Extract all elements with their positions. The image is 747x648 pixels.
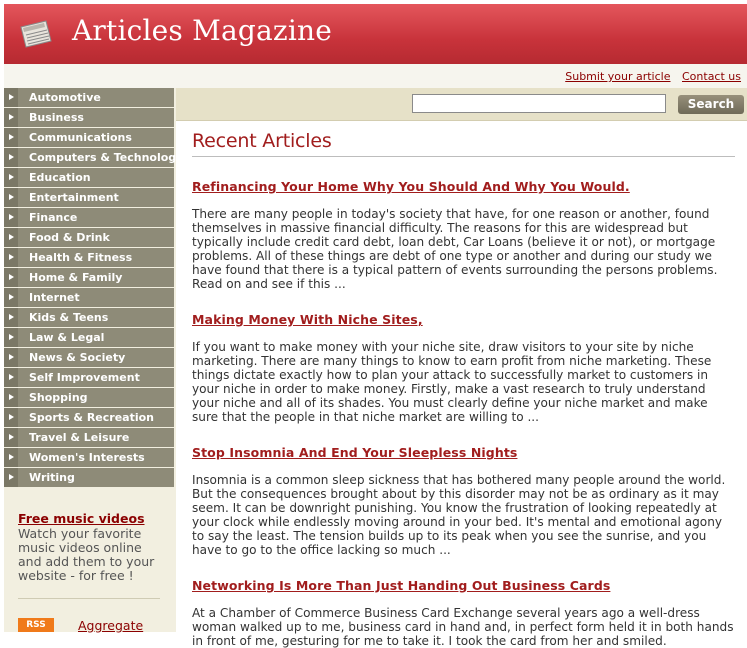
sidebar-item-entertainment[interactable] [4, 188, 174, 207]
article-excerpt: Insomnia is a common sleep sickness that has bothered many people around the world. But the consequences brought about by this disorder may not be as ordinary as it may seem. It can be downright punishing. You know the frustration of looking repeatedly at your clock while endlessly moving around in your bed. It's mental and emotional agony to say the least. The tension builds up to its peak when you see the sunrise, and you have to go to the office lacking so much ... [192, 473, 726, 557]
main-content [192, 120, 735, 648]
sidebar-item-label: Business [29, 111, 84, 124]
sidebar-item-label: Writing [29, 471, 75, 484]
sidebar-item-label: Shopping [29, 391, 88, 404]
sidebar-item-home-family[interactable] [4, 268, 174, 287]
arrow-right-icon [9, 114, 14, 120]
rss-badge[interactable]: RSS [18, 618, 54, 632]
article-excerpt: At a Chamber of Commerce Business Card Exchange several years ago a well-dress woman walked up to me, business card in hand and, in perfect form held it in both hands in front of me, gesturing for me to take it. I took the card from her and smiled. [192, 606, 734, 648]
article-list [192, 179, 735, 648]
sidebar-item-label: Self Improvement [29, 371, 140, 384]
free-music-videos-link[interactable]: Free music videos [18, 511, 145, 526]
top-links [557, 70, 741, 83]
sidebar-item-shopping[interactable] [4, 388, 174, 407]
sidebar-item-label: Entertainment [29, 191, 119, 204]
site-header [4, 4, 747, 64]
sidebar-item-sports-recreation[interactable] [4, 408, 174, 427]
aggregate-link[interactable]: Aggregate [78, 618, 144, 633]
top-links-bar [4, 64, 747, 89]
sidebar-item-label: Internet [29, 291, 80, 304]
sidebar [4, 88, 184, 633]
sidebar-item-label: Communications [29, 131, 132, 144]
arrow-right-icon [9, 214, 14, 220]
arrow-right-icon [9, 294, 14, 300]
sidebar-item-label: Food & Drink [29, 231, 110, 244]
sidebar-item-education[interactable] [4, 168, 174, 187]
arrow-right-icon [9, 94, 14, 100]
sidebar-item-label: Automotive [29, 91, 101, 104]
article-item [192, 445, 735, 557]
arrow-right-icon [9, 394, 14, 400]
sidebar-item-label: Travel & Leisure [29, 431, 130, 444]
sidebar-item-label: News & Society [29, 351, 126, 364]
sidebar-item-women-s-interests[interactable] [4, 448, 174, 467]
sidebar-item-label: Computers & Technology [29, 151, 184, 164]
arrow-right-icon [9, 454, 14, 460]
sidebar-item-label: Health & Fitness [29, 251, 133, 264]
arrow-right-icon [9, 254, 14, 260]
arrow-right-icon [9, 334, 14, 340]
recent-articles-heading: Recent Articles [192, 130, 735, 157]
article-title-link[interactable]: Making Money With Niche Sites, [192, 312, 423, 327]
arrow-right-icon [9, 354, 14, 360]
arrow-right-icon [9, 314, 14, 320]
search-button[interactable]: Search [678, 95, 744, 114]
sidebar-item-computers-technology[interactable] [4, 148, 184, 167]
arrow-right-icon [9, 414, 14, 420]
article-title-link[interactable]: Refinancing Your Home Why You Should And Why You Would. [192, 179, 630, 194]
sidebar-item-health-fitness[interactable] [4, 248, 174, 267]
sidebar-item-kids-teens[interactable] [4, 308, 174, 327]
newspaper-icon [18, 19, 54, 49]
sidebar-item-label: Law & Legal [29, 331, 105, 344]
arrow-right-icon [9, 154, 14, 160]
sidebar-item-label: Women's Interests [29, 451, 145, 464]
sidebar-item-news-society[interactable] [4, 348, 174, 367]
arrow-right-icon [9, 434, 14, 440]
arrow-right-icon [9, 174, 14, 180]
article-excerpt: There are many people in today's society that have, for one reason or another, found themselves in massive financial difficulty. The reasons for this are widespread but typically include credit card debt, loan debt, Car Loans (believe it or not), or mortgage problems. All of these things are debt of one type or another and during our study we have found that there is a typical pattern of events surrounding the persons problems. Read on and see if this ... [192, 207, 718, 291]
sidebar-item-internet[interactable] [4, 288, 174, 307]
article-title-link[interactable]: Stop Insomnia And End Your Sleepless Nights [192, 445, 518, 460]
sidebar-item-finance[interactable] [4, 208, 174, 227]
sidebar-item-business[interactable] [4, 108, 174, 127]
promo-box [18, 512, 168, 583]
promo-text: Watch your favorite music videos online and add them to your website - for free ! [18, 526, 155, 583]
sidebar-item-label: Finance [29, 211, 78, 224]
sidebar-item-label: Sports & Recreation [29, 411, 155, 424]
sidebar-item-travel-leisure[interactable] [4, 428, 174, 447]
page-frame [4, 4, 747, 648]
search-bar [176, 88, 747, 121]
divider [18, 598, 160, 599]
sidebar-item-law-legal[interactable] [4, 328, 174, 347]
article-item [192, 179, 735, 291]
article-excerpt: If you want to make money with your niche site, draw visitors to your site by niche marketing. There are many things to know to earn profit from niche marketing. These things dictate exactly how to plan your attack to successfully market to customers in your niche in order to make money. Firstly, make a vast research to truly understand your niche and all of its shades. You must clearly define your niche market and make sure that the people in that niche market are willing to ... [192, 340, 712, 424]
arrow-right-icon [9, 134, 14, 140]
article-item [192, 312, 735, 424]
sidebar-item-food-drink[interactable] [4, 228, 174, 247]
sidebar-item-label: Home & Family [29, 271, 123, 284]
contact-us-link[interactable]: Contact us [682, 70, 741, 83]
sidebar-item-communications[interactable] [4, 128, 174, 147]
article-title-link[interactable]: Networking Is More Than Just Handing Out Business Cards [192, 578, 611, 593]
sidebar-item-automotive[interactable] [4, 88, 174, 107]
arrow-right-icon [9, 234, 14, 240]
submit-article-link[interactable]: Submit your article [565, 70, 671, 83]
search-input[interactable] [412, 94, 666, 113]
sidebar-item-self-improvement[interactable] [4, 368, 174, 387]
sidebar-item-label: Kids & Teens [29, 311, 109, 324]
arrow-right-icon [9, 194, 14, 200]
article-item [192, 578, 735, 648]
sidebar-item-label: Education [29, 171, 91, 184]
site-title[interactable]: Articles Magazine [72, 14, 332, 47]
category-nav [4, 88, 184, 488]
arrow-right-icon [9, 474, 14, 480]
arrow-right-icon [9, 274, 14, 280]
arrow-right-icon [9, 374, 14, 380]
sidebar-item-writing[interactable] [4, 468, 174, 487]
